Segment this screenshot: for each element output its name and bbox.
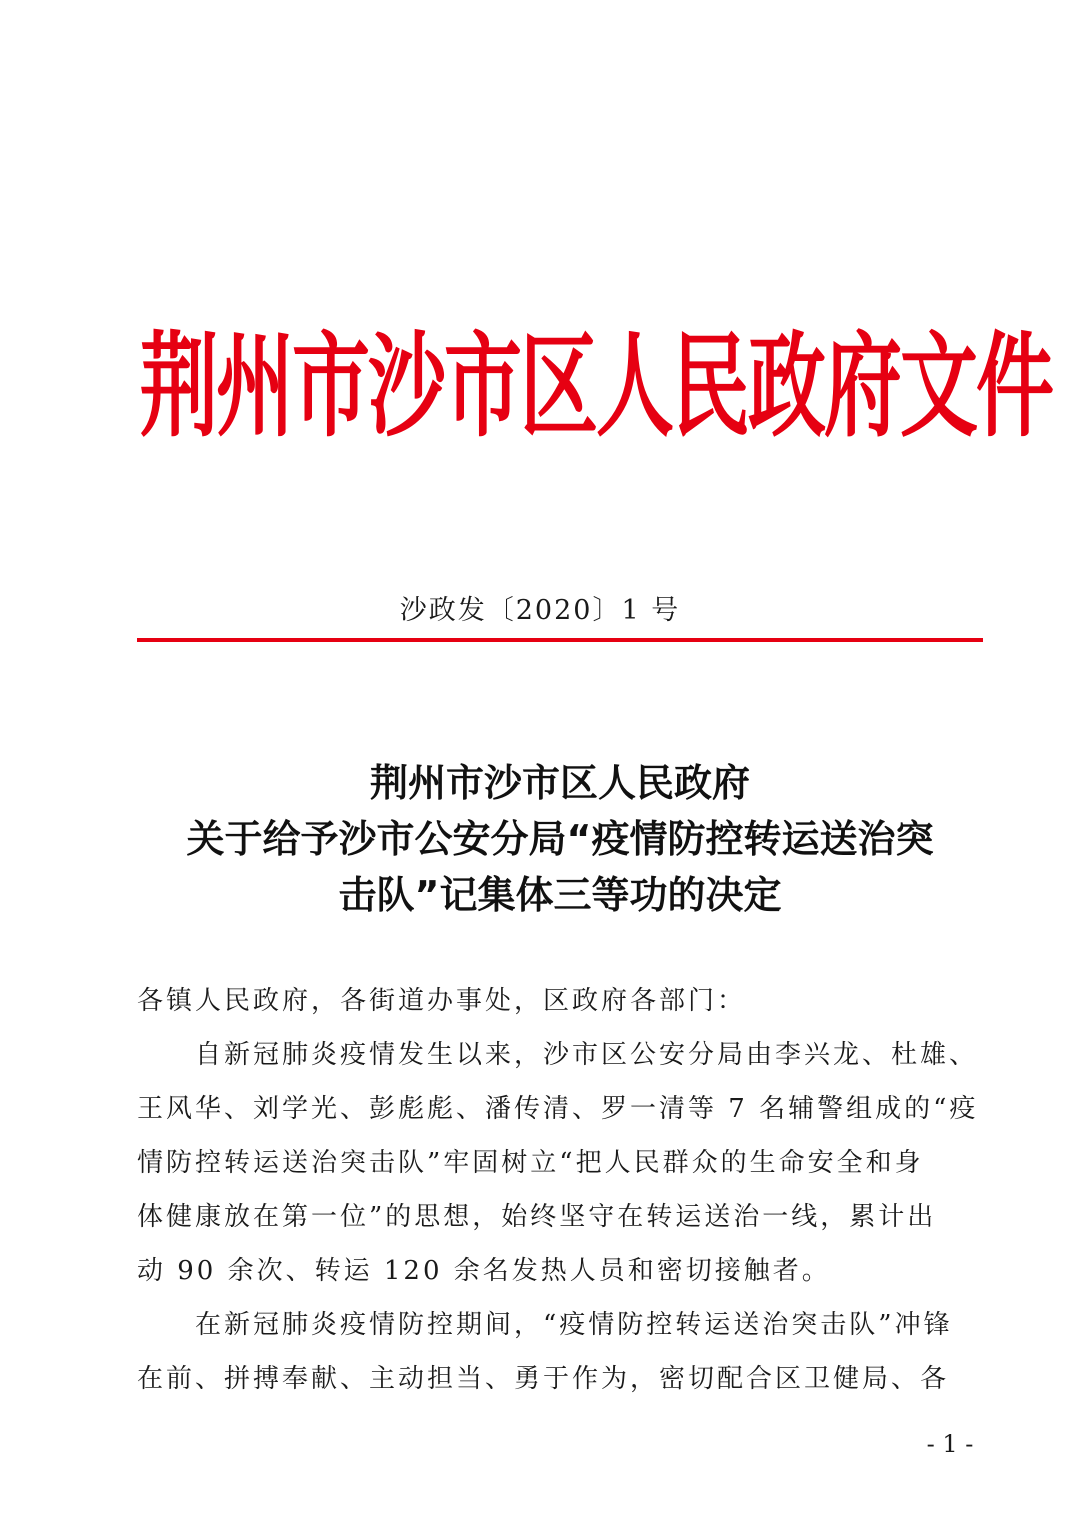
paragraph-2-line: 在新冠肺炎疫情防控期间，“疫情防控转运送治突击队”冲锋 (195, 1310, 953, 1340)
paragraph-1-line: 动 90 余次、转运 120 余名发热人员和密切接触者。 (137, 1256, 831, 1286)
title-line-2: 关于给予沙市公安分局“疫情防控转运送治突 (186, 817, 934, 861)
masthead-title: 荆州市沙市区人民政府文件 (140, 322, 1053, 454)
paragraph-2-line: 在前、拼搏奉献、主动担当、勇于作为，密切配合区卫健局、各 (137, 1364, 950, 1394)
document-title (120, 755, 1000, 923)
paragraph-1-line: 情防控转运送治突击队”牢固树立“把人民群众的生命安全和身 (137, 1148, 924, 1178)
page-number: - 1 - (926, 1430, 974, 1458)
title-line-1: 荆州市沙市区人民政府 (369, 761, 750, 805)
paragraph-1-line: 体健康放在第一位”的思想，始终坚守在转运送治一线，累计出 (137, 1202, 937, 1232)
salutation: 各镇人民政府，各街道办事处，区政府各部门： (137, 986, 747, 1016)
paragraph-1-line: 自新冠肺炎疫情发生以来，沙市区公安分局由李兴龙、杜雄、 (195, 1040, 979, 1070)
document-number: 沙政发〔2020〕1 号 (399, 595, 681, 626)
red-divider-line (137, 638, 983, 642)
paragraph-1-line: 王风华、刘学光、彭彪彪、潘传清、罗一清等 7 名辅警组成的“疫 (137, 1094, 979, 1124)
title-line-3: 击队”记集体三等功的决定 (338, 873, 782, 917)
document-body (137, 974, 983, 1406)
